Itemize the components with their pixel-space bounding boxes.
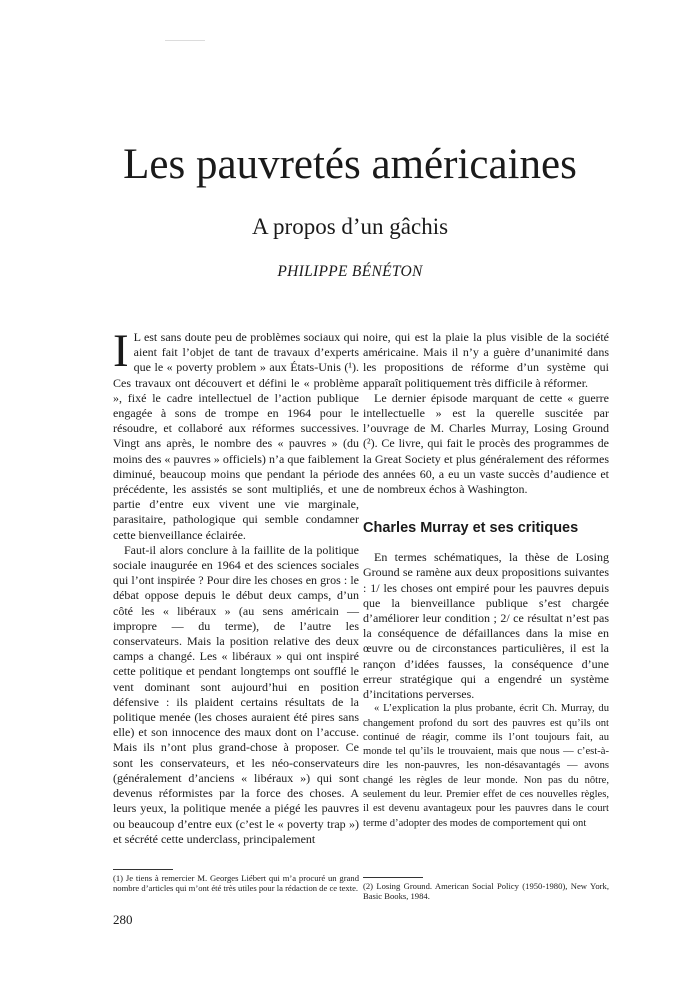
article-title: Les pauvretés américaines (123, 141, 577, 188)
paragraph-opening (113, 325, 359, 543)
drop-cap: I (113, 325, 129, 377)
article-subtitle: A propos d’un gâchis (251, 214, 449, 239)
footnote-rule (113, 869, 173, 870)
paragraph: En termes schématiques, la thèse de Losing Ground se ramène aux deux propositions suivantes : 1/ les choses ont empiré pour les pauvres depuis que la bienveillance publique s’est chargée d’améliorer leur condition ; 2/ ce résultat n’est pas la conséquence de défaillances dans la mise en œuvre ou de circonstances particulières, il est la rançon d’idées fausses, la conséquence d’une erreur stratégique qui a engendré un système d’incitations perverses. (363, 550, 609, 702)
footnote-rule (363, 877, 423, 878)
quotation: « L’explication la plus probante, écrit Ch. Murray, du changement profond du sort des pauvres est qu’ils ont continué de réagir, comme ils l’ont toujours fait, au monde tel qu’ils le trouvaient, mais que nous — c’est-à-dire les non-pauvres, les non-désavantagés — avons changé les règles de leur monde. Non pas du nôtre, seulement du leur. Premier effet de ces nouvelles règles, il est devenu avantageux pour les pauvres dans le court terme d’adopter des modes de comportement qui ont (363, 703, 609, 829)
article-author: PHILIPPE BÉNÉTON (277, 263, 423, 280)
paragraph: Faut-il alors conclure à la faillite de la politique sociale inaugurée en 1964 et des sciences sociales qui l’ont inspirée ? Pour dire les choses en gros : le débat oppose depuis le début deux camps, d’un côté les « libéraux » (au sens américain — impropre — du terme), de l’autre les conservateurs. Mais la position relative des deux camps a changé. Les « libéraux » qui ont inspiré cette politique et pendant longtemps ont soufflé le vent dominant sont aujourd’hui en position défensive : ils plaident certains résultats de la politique menée (les choses auraient été pires sans elle) et son innocence des maux dont on l’accuse. Mais ils n’ont plus grand-chose à proposer. Ce sont les conservateurs, et les néo-conservateurs (généralement d’anciens « libéraux ») qui sont devenus réformistes par la force des choses. A leurs yeux, la politique menée a piégé les pauvres ou beaucoup d’entre eux (c’est le « poverty trap ») et sécrété cette underclass, principalement (113, 542, 359, 846)
page-number: 280 (113, 912, 133, 927)
footnote-text: (1) Je tiens à remercier M. Georges Liébert qui m’a procuré un grand nombre d’articles qui m’ont été très utiles pour la rédaction de ce texte. (113, 873, 359, 893)
footnote-2 (363, 877, 609, 901)
scan-mark (165, 40, 205, 41)
footnote-text: (2) Losing Ground. American Social Policy (1950-1980), New York, Basic Books, 1984. (363, 881, 609, 901)
footnote-1 (113, 869, 359, 893)
left-column (113, 325, 359, 847)
paragraph-continued: noire, qui est la plaie la plus visible de la société américaine. Mais il n’y a guère d’unanimité dans les propositions de réforme d’un système qui apparaît politiquement très difficile à réformer. (363, 330, 609, 390)
paragraph-text: L est sans doute peu de problèmes sociaux qui aient fait l’objet de tant de travaux d’experts que le « poverty problem » aux États-Unis (¹). Ces travaux ont découvert et défini le « problème », fixé le cadre intellectuel de l’action publique engagée à sons de trompe en 1964 pour le résoudre, et collaboré aux réformes successives. Vingt ans après, le nombre des « pauvres » (du moins des « pauvres » officiels) n’a que faiblement diminué, beaucoup moins que pendant la période précédente, les assistés se sont multipliés, et une partie d’entre eux vivent une vie marginale, parasitaire, pathologique qui semble condamner cette bienveillance éclairée. (113, 330, 359, 542)
right-column (363, 330, 609, 831)
paragraph: Le dernier épisode marquant de cette « guerre intellectuelle » est la querelle suscitée par l’ouvrage de M. Charles Murray, Losing Ground (²). Ce livre, qui fait le procès des programmes de la Great Society et plus généralement des réformes des années 60, a eu un vaste succès d’audience et de nombreux échos à Washington. (363, 390, 609, 497)
section-heading: Charles Murray et ses critiques (363, 520, 579, 537)
